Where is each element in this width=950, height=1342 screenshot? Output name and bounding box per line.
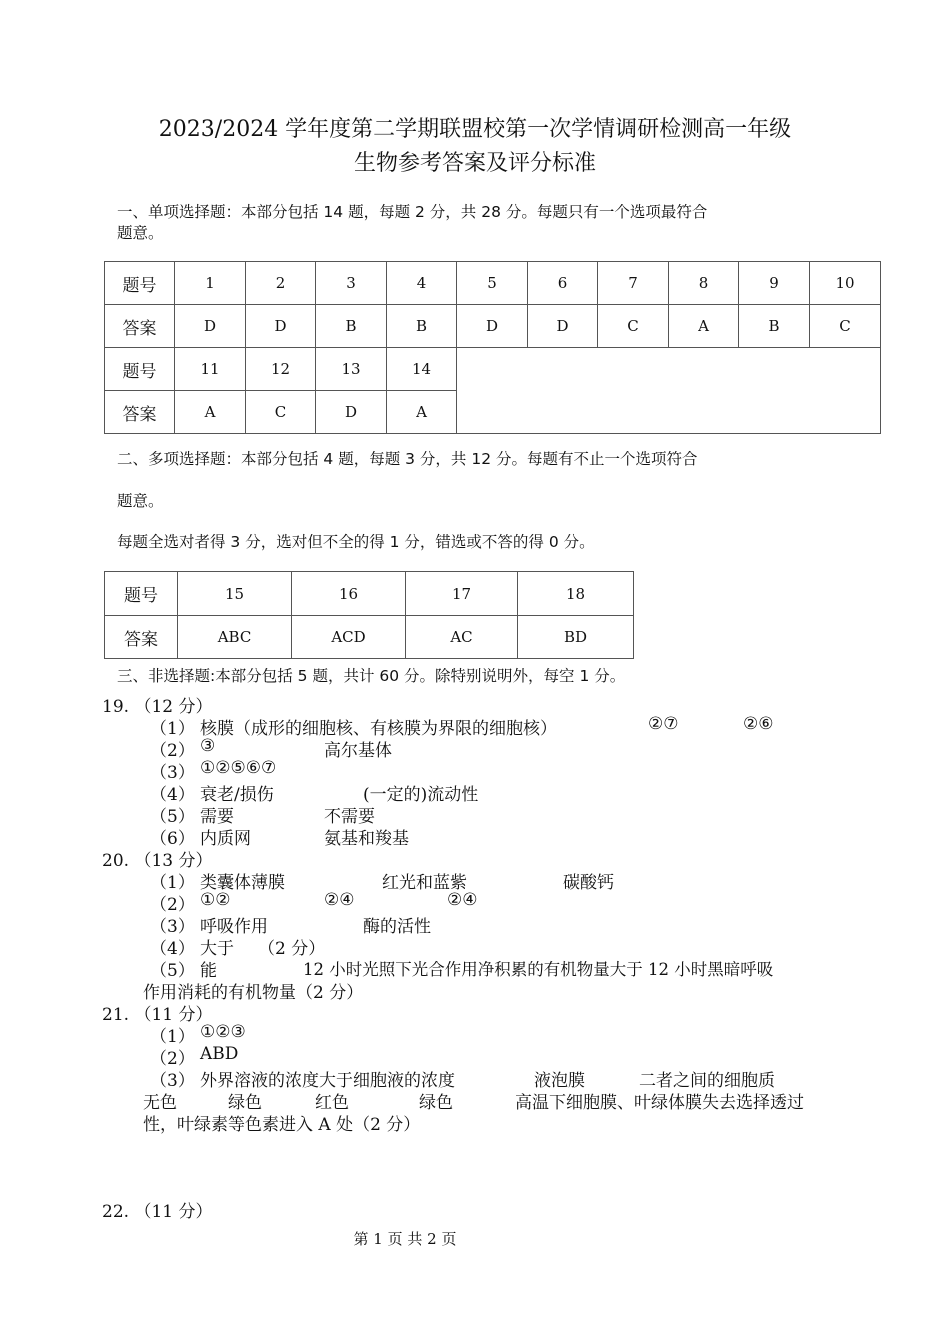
answer-text: 核膜（成形的细胞核、有核膜为界限的细胞核） (200, 719, 557, 739)
answer-text: 内质网 (200, 829, 251, 849)
question-number: 4 (387, 262, 457, 305)
answer-cell: ABC (178, 616, 292, 659)
answer-text: ①② (200, 890, 231, 910)
part-label: （3） (150, 763, 195, 783)
answer-text: 衰老/损伤 (200, 785, 274, 805)
question-number: 12 (246, 348, 316, 391)
answer-text: 不需要 (324, 807, 375, 827)
q20-header: 20. （13 分） (102, 851, 213, 871)
answer-text: 红色 (315, 1093, 349, 1113)
q21-header: 21. （11 分） (102, 1005, 213, 1025)
part-label: （1） (150, 719, 195, 739)
answer-text: ②⑥ (743, 714, 774, 734)
answer-text: 绿色 (228, 1093, 262, 1113)
section3-heading: 三、非选择题:本部分包括 5 题，共计 60 分。除特别说明外，每空 1 分。 (117, 667, 626, 685)
question-number: 5 (457, 262, 528, 305)
section1-heading: 一、单项选择题：本部分包括 14 题，每题 2 分，共 28 分。每题只有一个选项最符合 (117, 203, 708, 221)
answer-cell: D (528, 305, 598, 348)
question-number: 13 (316, 348, 387, 391)
answer-cell: ACD (292, 616, 406, 659)
question-number: 9 (739, 262, 810, 305)
answer-cell: C (810, 305, 881, 348)
answer-text: ②⑦ (648, 714, 679, 734)
answer-text: ABD (200, 1044, 239, 1064)
answer-text: ③ (200, 736, 216, 756)
answer-text: ②④ (324, 890, 355, 910)
part-label: （3） (150, 1071, 195, 1091)
answer-text: ②④ (447, 890, 478, 910)
part-label: （6） (150, 829, 195, 849)
section2-heading-cont: 题意。 (117, 492, 164, 510)
answer-text: 红光和蓝紫 (382, 873, 467, 893)
answer-text: 性，叶绿素等色素进入 A 处（2 分） (143, 1115, 421, 1135)
answer-cell: C (246, 391, 316, 434)
q19-header: 19. （12 分） (102, 697, 213, 717)
answer-cell: AC (406, 616, 518, 659)
part-label: （1） (150, 1027, 195, 1047)
answer-text: (一定的)流动性 (363, 785, 479, 805)
answer-text: 外界溶液的浓度大于细胞液的浓度 (200, 1071, 455, 1091)
answer-text: 绿色 (419, 1093, 453, 1113)
part-label: （2） (150, 741, 195, 761)
answer-cell: A (175, 391, 246, 434)
answer-text: 作用消耗的有机物量（2 分） (143, 983, 364, 1003)
part-label: （5） (150, 807, 195, 827)
answer-cell: D (175, 305, 246, 348)
title-line1: 2023/2024 学年度第二学期联盟校第一次学情调研检测高一年级 (158, 117, 792, 142)
answer-cell: A (669, 305, 739, 348)
answer-text: 无色 (143, 1093, 177, 1113)
question-number: 7 (598, 262, 669, 305)
answer-text: 液泡膜 (534, 1071, 585, 1091)
question-number: 10 (810, 262, 881, 305)
answer-text: 类囊体薄膜 (200, 873, 285, 893)
q22-header: 22. （11 分） (102, 1202, 213, 1222)
answer-text: ①②③ (200, 1022, 246, 1042)
answer-text: 需要 (200, 807, 234, 827)
section1-heading-cont: 题意。 (117, 224, 164, 242)
row-label-num: 题号 (105, 348, 175, 391)
part-label: （2） (150, 895, 195, 915)
part-label: （3） (150, 917, 195, 937)
question-number: 8 (669, 262, 739, 305)
question-number: 2 (246, 262, 316, 305)
answer-text: 高温下细胞膜、叶绿体膜失去选择透过 (515, 1093, 804, 1113)
question-number: 14 (387, 348, 457, 391)
row-label-ans: 答案 (105, 305, 175, 348)
question-number: 18 (518, 572, 634, 616)
row-label-num: 题号 (105, 262, 175, 305)
answer-cell: B (387, 305, 457, 348)
question-number: 6 (528, 262, 598, 305)
part-label: （4） (150, 939, 195, 959)
answer-cell: B (316, 305, 387, 348)
answer-text: 呼吸作用 (200, 917, 268, 937)
page-footer: 第 1 页 共 2 页 (353, 1230, 457, 1248)
row-label-ans: 答案 (105, 616, 178, 659)
part-label: （4） (150, 785, 195, 805)
question-number: 3 (316, 262, 387, 305)
title-line2: 生物参考答案及评分标准 (353, 151, 596, 176)
answer-text: 氨基和羧基 (324, 829, 409, 849)
answer-cell: D (457, 305, 528, 348)
question-number: 17 (406, 572, 518, 616)
part-label: （2） (150, 1049, 195, 1069)
answer-text: （2 分） (258, 939, 326, 959)
question-number: 11 (175, 348, 246, 391)
answer-text: 酶的活性 (363, 917, 431, 937)
answer-text: 12 小时光照下光合作用净积累的有机物量大于 12 小时黑暗呼吸 (303, 960, 774, 979)
answer-cell: C (598, 305, 669, 348)
answer-cell: BD (518, 616, 634, 659)
multi-choice-table (104, 571, 634, 659)
question-number: 15 (178, 572, 292, 616)
answer-text: 碳酸钙 (563, 873, 614, 893)
question-number: 16 (292, 572, 406, 616)
answer-text: ①②⑤⑥⑦ (200, 758, 277, 778)
row-label-num: 题号 (105, 572, 178, 616)
question-number: 1 (175, 262, 246, 305)
answer-cell: D (316, 391, 387, 434)
answer-text: 能 (200, 961, 217, 981)
answer-text: 二者之间的细胞质 (639, 1071, 775, 1091)
answer-cell: D (246, 305, 316, 348)
answer-text: 大于 (200, 939, 234, 959)
answer-cell: B (739, 305, 810, 348)
section2-scoring: 每题全选对者得 3 分，选对但不全的得 1 分，错选或不答的得 0 分。 (117, 533, 595, 551)
answer-text: 高尔基体 (324, 741, 392, 761)
answer-cell: A (387, 391, 457, 434)
empty-area (457, 348, 881, 434)
part-label: （1） (150, 873, 195, 893)
section2-heading: 二、多项选择题：本部分包括 4 题，每题 3 分，共 12 分。每题有不止一个选项符合 (117, 450, 698, 468)
part-label: （5） (150, 961, 195, 981)
single-choice-table (104, 261, 881, 434)
row-label-ans: 答案 (105, 391, 175, 434)
